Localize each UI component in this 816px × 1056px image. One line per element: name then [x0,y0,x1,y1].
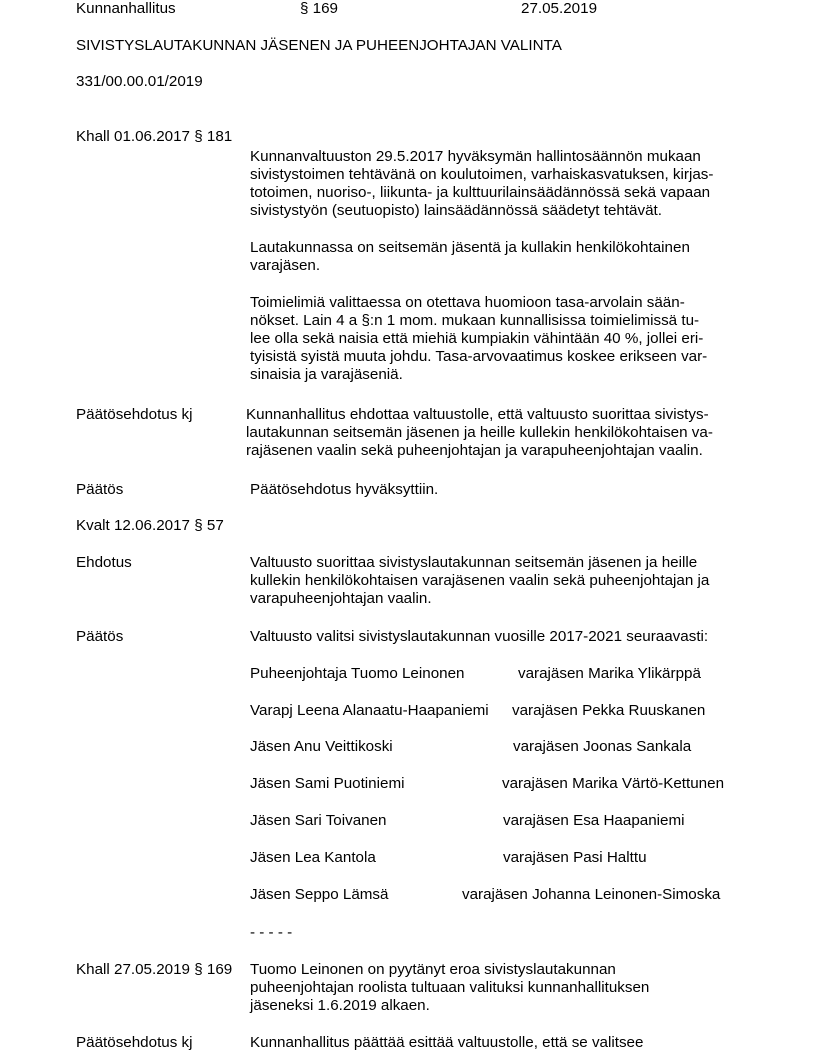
khall-2017-proposal-text: Kunnanhallitus ehdottaa valtuustolle, että valtuusto suorittaa sivistys- lautakunnan seitsemän jäsenen ja heille kullekin henkilökohtaisen va- rajäsenen vaalin sekä puheenjohtajan ja varapuheenjohtajan vaalin. [246,406,713,459]
deputy-name: varajäsen Pasi Halttu [503,849,647,866]
deputy-name: varajäsen Pekka Ruuskanen [512,702,706,719]
document-title: SIVISTYSLAUTAKUNNAN JÄSENEN JA PUHEENJOHTAJAN VALINTA [76,37,562,54]
header-date: 27.05.2019 [521,0,598,17]
khall-2017-paragraph-1: Kunnanvaltuuston 29.5.2017 hyväksymän hallintosäännön mukaan sivistystoimen tehtävänä on koulutoimen, varhaiskasvatuksen, kirjas- totoimen, nuoriso-, liikunta- ja kulttuurilainsäädännössä sekä vapaan sivistystyön (seutuopisto) lainsäädännössä säädetyt tehtävät. [250,148,714,219]
kvalt-2017-label: Kvalt 12.06.2017 § 57 [76,517,224,534]
deputy-name: varajäsen Marika Värtö-Kettunen [502,775,725,792]
kvalt-2017-decision-text: Valtuusto valitsi sivistyslautakunnan vuosille 2017-2021 seuraavasti: [250,628,709,645]
header-organ: Kunnanhallitus [76,0,176,17]
khall-2017-decision-text: Päätösehdotus hyväksyttiin. [250,481,439,498]
khall-2019-text: Tuomo Leinonen on pyytänyt eroa sivistyslautakunnan puheenjohtajan roolista tultuaan valituksi kunnanhallituksen jäseneksi 1.6.2019 alkaen. [250,961,650,1014]
deputy-name: varajäsen Johanna Leinonen-Simoska [462,886,721,903]
member-name: Varapj Leena Alanaatu-Haapaniemi [250,702,489,719]
deputy-name: varajäsen Joonas Sankala [513,738,692,755]
deputy-name: varajäsen Esa Haapaniemi [503,812,685,829]
khall-2017-decision-label: Päätös [76,481,124,498]
kvalt-2017-proposal-text: Valtuusto suorittaa sivistyslautakunnan seitsemän jäsenen ja heille kullekin henkilökohtaisen varajäsenen vaalin sekä puheenjohtajan ja varapuheenjohtajan vaalin. [250,554,710,607]
kvalt-2017-decision-label: Päätös [76,628,124,645]
khall-2017-paragraph-2: Lautakunnassa on seitsemän jäsentä ja kullakin henkilökohtainen varajäsen. [250,239,690,274]
section-separator: - - - - - [250,924,293,941]
member-name: Jäsen Seppo Lämsä [250,886,389,903]
khall-2017-label: Khall 01.06.2017 § 181 [76,128,233,145]
kvalt-2017-proposal-label: Ehdotus [76,554,132,571]
member-name: Jäsen Sami Puotiniemi [250,775,405,792]
khall-2019-proposal-text: Kunnanhallitus päättää esittää valtuustolle, että se valitsee [250,1034,644,1051]
member-name: Jäsen Lea Kantola [250,849,376,866]
member-name: Puheenjohtaja Tuomo Leinonen [250,665,465,682]
member-name: Jäsen Anu Veittikoski [250,738,393,755]
member-name: Jäsen Sari Toivanen [250,812,387,829]
khall-2017-proposal-label: Päätösehdotus kj [76,406,193,423]
header-section: § 169 [300,0,339,17]
khall-2017-paragraph-3: Toimielimiä valittaessa on otettava huomioon tasa-arvolain sään- nökset. Lain 4 a §:n 1 mom. mukaan kunnallisissa toimielimissä tu- lee olla sekä naisia että miehiä kumpiakin vähintään 40 %, jollei eri- tyisistä syistä muuta johdu. Tasa-arvovaatimus koskee erikseen var- sinaisia ja varajäseniä. [250,294,708,383]
deputy-name: varajäsen Marika Ylikärppä [518,665,701,682]
reference-number: 331/00.00.01/2019 [76,73,203,90]
khall-2019-proposal-label: Päätösehdotus kj [76,1034,193,1051]
khall-2019-label: Khall 27.05.2019 § 169 [76,961,233,978]
